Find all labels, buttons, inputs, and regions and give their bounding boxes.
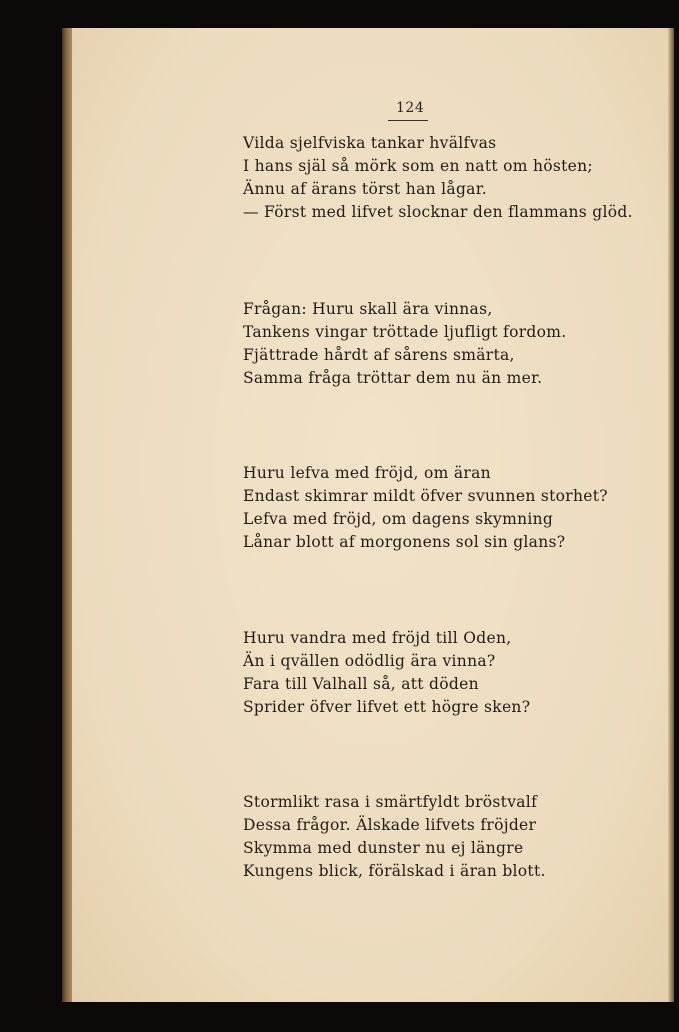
- poem-line: Sprider öfver lifvet ett högre sken?: [243, 698, 531, 716]
- poem-line: Endast skimrar mildt öfver svunnen storhet?: [243, 487, 608, 505]
- poem-line: Fara till Valhall så, att döden: [243, 675, 479, 693]
- poem-line: — Först med lifvet slocknar den flammans glöd.: [243, 203, 633, 221]
- poem-line: Samma fråga tröttar dem nu än mer.: [243, 369, 543, 387]
- stanza-2: [243, 298, 663, 390]
- poem-line: Huru vandra med fröjd till Oden,: [243, 629, 512, 647]
- poem-line: Kungens blick, förälskad i äran blott.: [243, 862, 546, 880]
- poem-line: Fjättrade hårdt af sårens smärta,: [243, 346, 515, 364]
- stanza-5: [243, 791, 663, 883]
- poem-line: Lefva med fröjd, om dagens skymning: [243, 510, 554, 528]
- poem-line: Än i qvällen odödlig ära vinna?: [243, 652, 496, 670]
- poem-line: Frågan: Huru skall ära vinnas,: [243, 300, 493, 318]
- stanza-3: [243, 462, 663, 554]
- page-number-rule: [388, 120, 428, 121]
- poem-line: Skymma med dunster nu ej längre: [243, 839, 524, 857]
- poem-line: Dessa frågor. Älskade lifvets fröjder: [243, 816, 537, 834]
- stanza-4: [243, 627, 663, 719]
- page-right-edge: [668, 28, 674, 1002]
- poem-line: Stormlikt rasa i smärtfyldt bröstvalf: [243, 793, 538, 811]
- poem-line: Ännu af ärans törst han lågar.: [243, 180, 487, 198]
- poem-line: Huru lefva med fröjd, om äran: [243, 464, 491, 482]
- stanza-1: [243, 132, 663, 224]
- poem-line: Tankens vingar tröttade ljufligt fordom.: [243, 323, 567, 341]
- poem-line: Lånar blott af morgonens sol sin glans?: [243, 533, 566, 551]
- poem-line: Vilda sjelfviska tankar hvälfvas: [243, 134, 497, 152]
- page-number: 124: [396, 100, 425, 116]
- poem-line: I hans själ så mörk som en natt om hösten;: [243, 157, 593, 175]
